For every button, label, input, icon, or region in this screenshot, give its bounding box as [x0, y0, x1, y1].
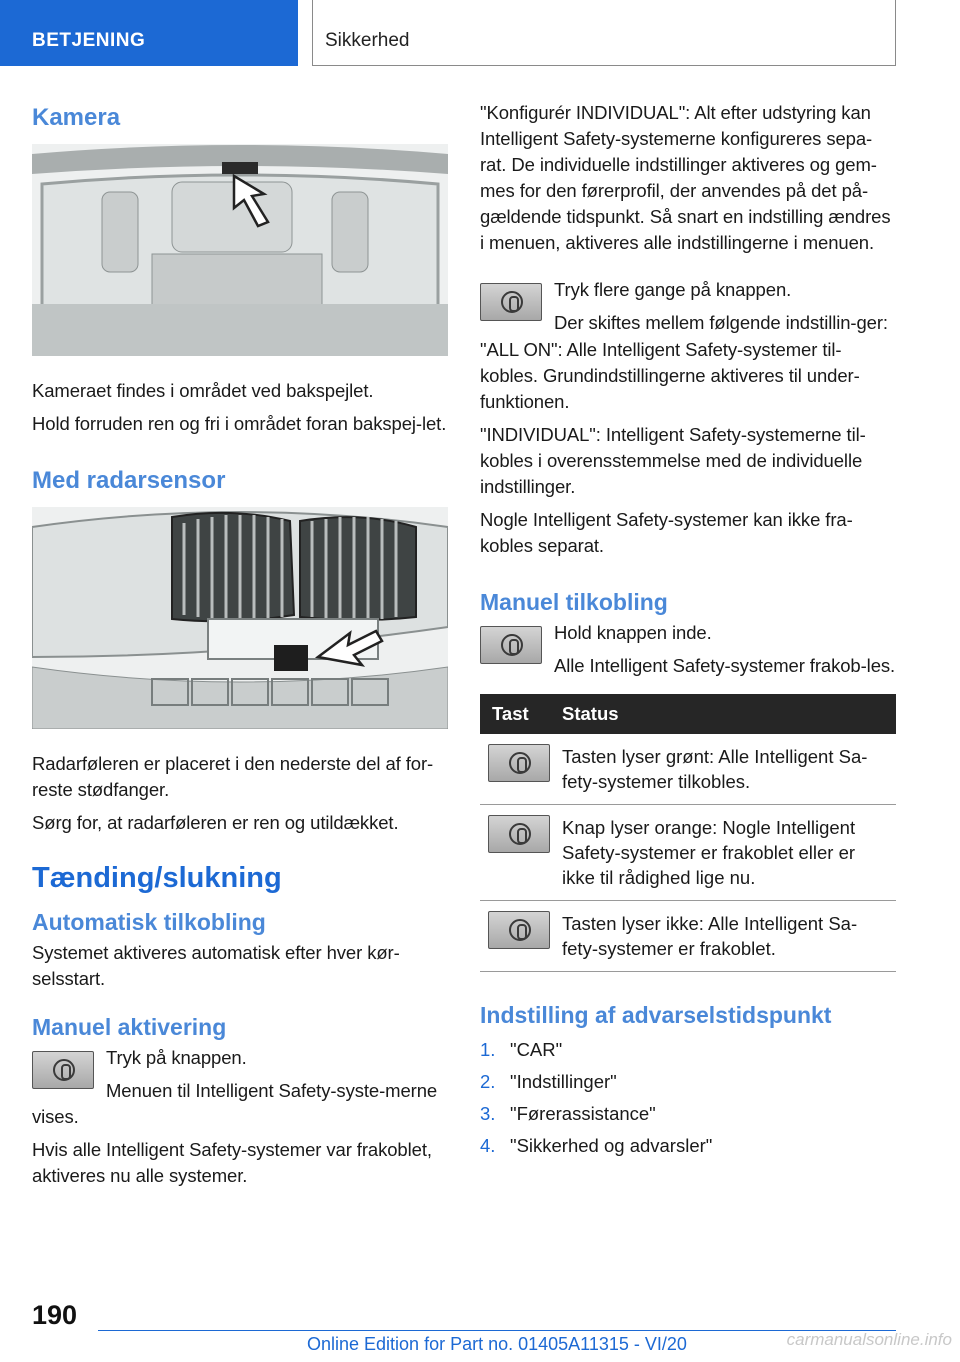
camera-text-1: Kameraet findes i området ved bakspejlet.: [32, 380, 374, 401]
radar-text-1: Radarføleren er placeret i den nederste del af for‐reste stødfanger.: [32, 753, 434, 800]
press-repeatedly-instruction: [480, 277, 896, 337]
manual-switch-text-1: Hold knappen inde.: [554, 622, 712, 643]
press-text-1: Tryk flere gange på knappen.: [554, 279, 792, 300]
footer-divider: [98, 1330, 896, 1331]
list-item: 1. "CAR": [480, 1039, 563, 1060]
page-number: 190: [32, 1300, 78, 1330]
table-row: [480, 734, 896, 805]
all-on-text: "ALL ON": Alle Intelligent Safety-systemer til‐kobles. Grundindstillingerne aktiveres til under‐funktionen.: [480, 339, 860, 412]
page-header: [0, 0, 960, 66]
left-column: [32, 98, 448, 1196]
list-item: 4. "Sikkerhed og advarsler": [480, 1135, 713, 1156]
camera-windshield-image: [32, 144, 448, 356]
safety-button-icon: [480, 283, 542, 321]
manual-activation-text-3: Hvis alle Intelligent Safety-systemer var frakoblet, aktiveres nu alle systemer.: [32, 1139, 432, 1186]
config-text: "Konfigurér INDIVIDUAL": Alt efter udstyring kan Intelligent Safety-systemerne konfigureres sepa‐rat. De individuelle indstillinger aktiveres og gem‐mes for den førerprofil, der anvendes på det på‐gældende tidspunkt. Så snart en indstilling ændres i menuen, aktiveres alle indstillingerne i menuen.: [480, 102, 891, 253]
auto-activation-text: Systemet aktiveres automatisk efter hver kør‐selsstart.: [32, 942, 400, 989]
safety-button-icon: [480, 626, 542, 664]
radar-text-2: Sørg for, at radarføleren er ren og utildækket.: [32, 812, 399, 833]
manual-switch-heading: Manuel tilkobling: [480, 589, 668, 615]
status-cell: Knap lyser orange: Nogle Intelligent Safety-systemer er frakoblet eller er ikke til rådighed lige nu.: [550, 805, 896, 901]
some-systems-text: Nogle Intelligent Safety-systemer kan ikke fra‐kobles separat.: [480, 509, 853, 556]
safety-button-icon: [488, 911, 550, 949]
camera-text-2: Hold forruden ren og fri i området foran bakspej‐let.: [32, 413, 447, 434]
individual-text: "INDIVIDUAL": Intelligent Safety-systemerne til‐kobles i overensstemmelse med de individuelle indstillinger.: [480, 424, 866, 497]
press-text-2: Der skiftes mellem følgende indstillin‐ger:: [554, 312, 888, 333]
watermark: carmanualsonline.info: [786, 1330, 952, 1349]
safety-button-icon: [32, 1051, 94, 1089]
topic-title: Sikkerhed: [312, 0, 896, 66]
safety-button-icon: [488, 744, 550, 782]
table-row: [480, 805, 896, 901]
warning-steps-list: [480, 1037, 896, 1159]
table-row: [480, 901, 896, 972]
manual-activation-instruction: [32, 1045, 448, 1130]
manual-activation-text-2: Menuen til Intelligent Safety-syste‐merne vises.: [32, 1080, 438, 1127]
status-cell: Tasten lyser ikke: Alle Intelligent Sa‐fety-systemer er frakoblet.: [550, 901, 896, 972]
status-cell: Tasten lyser grønt: Alle Intelligent Sa‐fety-systemer tilkobles.: [550, 734, 896, 805]
radar-bumper-image: [32, 507, 448, 729]
status-table: [480, 694, 896, 972]
right-column: [480, 98, 896, 1165]
camera-heading: Kamera: [32, 104, 121, 131]
ignition-heading: Tænding/slukning: [32, 862, 282, 894]
manual-switch-text-2: Alle Intelligent Safety-systemer frakob‐les.: [554, 655, 896, 676]
col-status-header: Status: [550, 694, 896, 734]
radar-heading: Med radarsensor: [32, 467, 226, 494]
list-item: 2. "Indstillinger": [480, 1071, 617, 1092]
manual-switch-instruction: [480, 620, 896, 680]
list-item: 3. "Førerassistance": [480, 1103, 656, 1124]
manual-activation-heading: Manuel aktivering: [32, 1014, 227, 1040]
table-header-row: [480, 694, 896, 734]
edition-footer: Online Edition for Part no. 01405A11315 - VI/20: [307, 1334, 687, 1354]
section-tab: BETJENING: [0, 0, 298, 66]
col-key-header: Tast: [480, 694, 550, 734]
auto-activation-heading: Automatisk tilkobling: [32, 909, 266, 935]
manual-activation-text-1: Tryk på knappen.: [106, 1047, 247, 1068]
safety-button-icon: [488, 815, 550, 853]
warning-time-heading: Indstilling af advarselstidspunkt: [480, 1002, 832, 1028]
